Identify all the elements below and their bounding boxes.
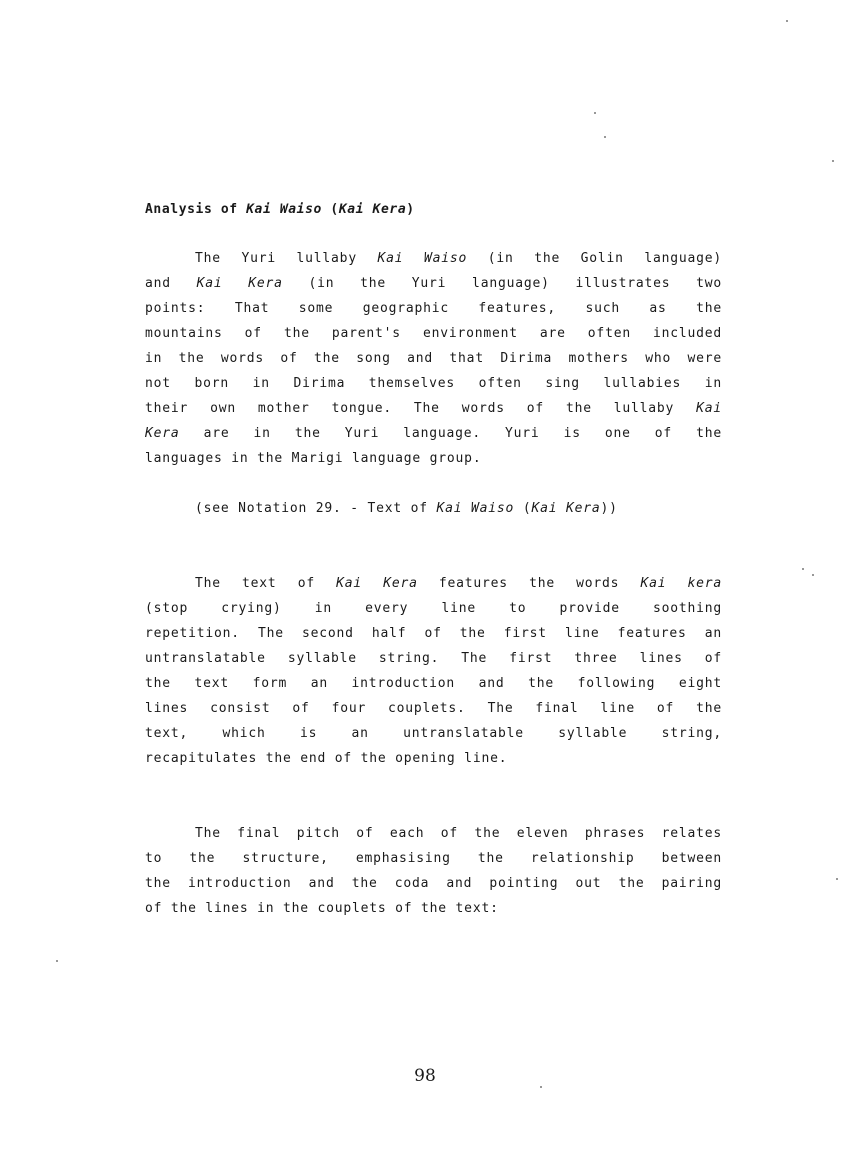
paragraph-line: and Kai Kera (in the Yuri language) illustrates two bbox=[145, 276, 722, 291]
paragraph-line: recapitulates the end of the opening line. bbox=[145, 751, 508, 766]
paragraph-line: to the structure, emphasising the relationship between bbox=[145, 851, 722, 866]
paragraph-line: (stop crying) in every line to provide soothing bbox=[145, 601, 722, 616]
paragraph-line: mountains of the parent's environment are often included bbox=[145, 326, 722, 341]
scan-speck bbox=[594, 112, 596, 114]
scan-speck bbox=[786, 20, 788, 22]
notation-reference bbox=[145, 500, 722, 525]
paragraph-line: Kera are in the Yuri language. Yuri is one of the bbox=[145, 426, 722, 441]
paragraph-line: points: That some geographic features, such as the bbox=[145, 301, 722, 316]
scan-speck bbox=[56, 960, 58, 962]
paragraph-line: repetition. The second half of the first line features an bbox=[145, 626, 722, 641]
paragraph-line: the introduction and the coda and pointing out the pairing bbox=[145, 876, 722, 891]
scan-speck bbox=[540, 1086, 542, 1088]
heading-open-paren: ( bbox=[321, 202, 339, 217]
paragraph-line: The final pitch of each of the eleven phrases relates bbox=[195, 826, 722, 841]
scan-speck bbox=[812, 574, 814, 576]
scan-speck bbox=[836, 878, 838, 880]
paragraph-introduction bbox=[145, 250, 722, 475]
paragraph-line: lines consist of four couplets. The final line of the bbox=[145, 701, 722, 716]
heading-close-paren: ) bbox=[406, 202, 415, 217]
heading-title-golin: Kai Waiso bbox=[246, 202, 322, 217]
paragraph-line: of the lines in the couplets of the text: bbox=[145, 901, 499, 916]
paragraph-line: not born in Dirima themselves often sing lullabies in bbox=[145, 376, 722, 391]
paragraph-line: The Yuri lullaby Kai Waiso (in the Golin language) bbox=[195, 251, 723, 266]
scan-speck bbox=[832, 160, 834, 162]
paragraph-final-pitch bbox=[145, 825, 722, 925]
paragraph-text-structure bbox=[145, 575, 722, 775]
heading-title-yuri: Kai Kera bbox=[338, 202, 407, 217]
paragraph-line: languages in the Marigi language group. bbox=[145, 451, 482, 466]
section-heading bbox=[145, 202, 415, 217]
paragraph-line: (see Notation 29. - Text of Kai Waiso (Kai Kera)) bbox=[195, 501, 618, 516]
paragraph-line: untranslatable syllable string. The first three lines of bbox=[145, 651, 722, 666]
heading-prefix: Analysis of bbox=[145, 202, 247, 217]
paragraph-line: their own mother tongue. The words of the lullaby Kai bbox=[145, 401, 722, 416]
page-number: 98 bbox=[414, 1066, 436, 1086]
paragraph-line: text, which is an untranslatable syllable string, bbox=[145, 726, 722, 741]
scan-speck bbox=[604, 136, 606, 138]
scan-speck bbox=[802, 568, 804, 570]
paragraph-line: The text of Kai Kera features the words Kai kera bbox=[195, 576, 722, 591]
paragraph-line: in the words of the song and that Dirima mothers who were bbox=[145, 351, 722, 366]
paragraph-line: the text form an introduction and the following eight bbox=[145, 676, 722, 691]
